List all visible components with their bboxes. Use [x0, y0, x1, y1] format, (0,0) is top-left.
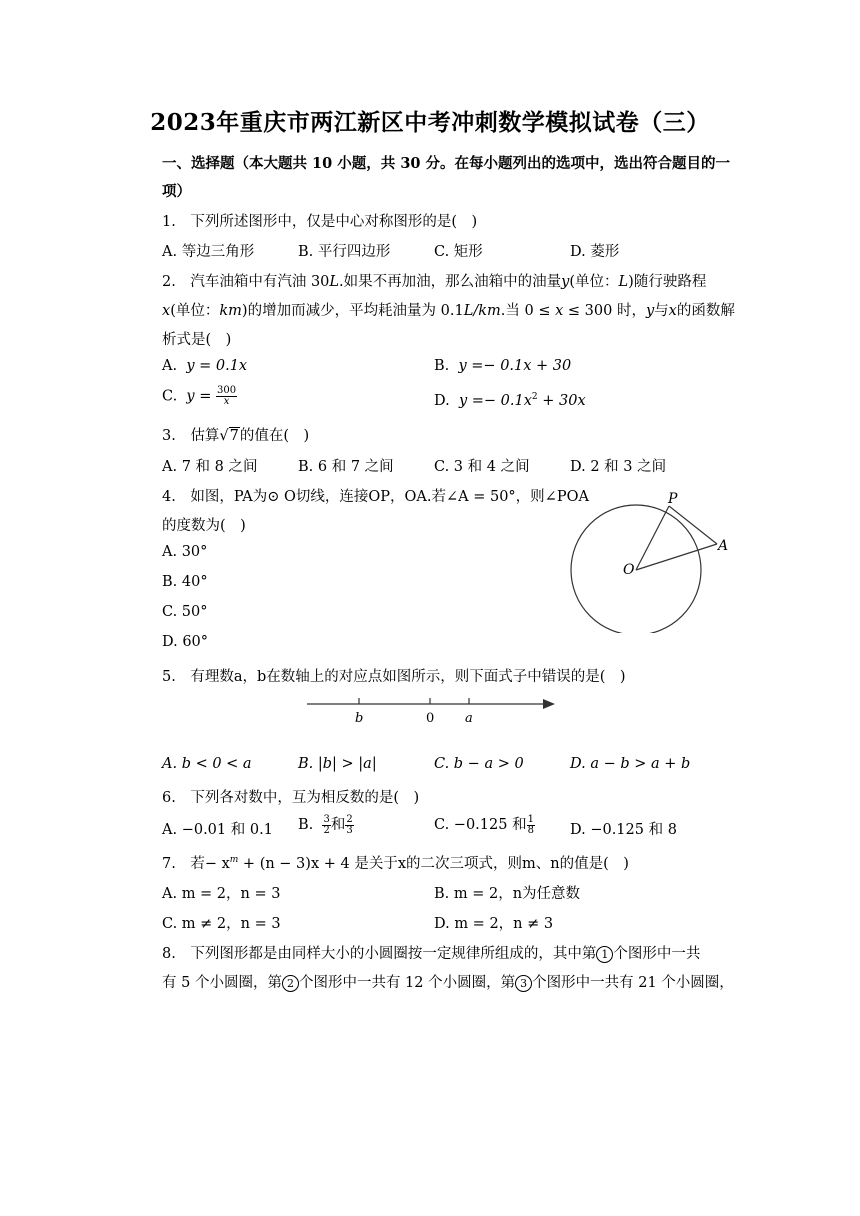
fraction: $\frac{300}{x}$ [216, 385, 237, 407]
q2-option-b: B. y =− 0.1x + 30 [434, 358, 572, 374]
page-title: 2023年重庆市两江新区中考冲刺数学模拟试卷（三） [150, 109, 710, 136]
q2-line3: 析式是( ) [162, 332, 232, 348]
q2-option-d: D. $y =- 0.1x^2 + 30x$ [434, 392, 586, 409]
q1-option-a: A. 等边三角形 [162, 244, 255, 260]
fraction: $\frac{2}{3}$ [346, 813, 353, 836]
label-a: a [465, 711, 473, 726]
q2-option-a: A. y = 0.1x [162, 358, 248, 374]
q1-option-b: B. 平行四边形 [298, 244, 391, 260]
label-o: O [623, 562, 635, 578]
q1-stem: 1. 下列所述图形中，仅是中心对称图形的是( ) [162, 214, 478, 230]
q4-option-b: B. 40° [162, 574, 208, 590]
q6-option-b: B. $\frac{3}{2}$ 和 $\frac{2}{3}$ [298, 813, 353, 836]
q6-option-c: C. −0.125 和 $\frac{1}{8}$ [434, 813, 534, 836]
q2-line1: 2. 汽车油箱中有汽油 30L.如果不再加油，那么油箱中的油量y(单位：L)随行驶路程 [162, 274, 707, 290]
q7-option-b: B. m = 2，n为任意数 [434, 886, 581, 902]
q4-option-d: D. 60° [162, 634, 209, 650]
q3-option-b: B. 6 和 7 之间 [298, 459, 394, 475]
segment-oa [636, 544, 717, 570]
q5-stem: 5. 有理数a，b在数轴上的对应点如图所示，则下面式子中错误的是( ) [162, 669, 626, 685]
q5-option-c: C. b − a > 0 [434, 756, 524, 772]
q1-option-c: C. 矩形 [434, 244, 483, 260]
q4-line1: 4. 如图，PA为⊙ O切线，连接OP，OA.若∠A = 50°，则∠POA [162, 489, 589, 505]
q3-stem: 3. 估算√7的值在( ) [162, 428, 310, 444]
q5-number-line [305, 694, 560, 728]
circled-number: 3 [515, 975, 532, 992]
label-b: b [355, 711, 364, 726]
q5-option-a: A. b < 0 < a [162, 756, 252, 772]
label-p: P [668, 491, 678, 507]
q6-option-a: A. −0.01 和 0.1 [162, 822, 273, 838]
q6-option-d: D. −0.125 和 8 [570, 822, 677, 838]
fraction: $\frac{3}{2}$ [323, 813, 330, 836]
axis-arrow-icon [543, 699, 555, 709]
fraction: $\frac{1}{8}$ [527, 813, 534, 836]
q4-circle-figure [565, 488, 745, 633]
q3-option-d: D. 2 和 3 之间 [570, 459, 667, 475]
section-header-line1: 一、选择题（本大题共 10 小题，共 30 分。在每小题列出的选项中，选出符合题目的一 [162, 155, 731, 172]
circled-number: 1 [596, 946, 613, 963]
q8-line1: 8. 下列图形都是由同样大小的小圆圈按一定规律所组成的，其中第 1 个图形中一共 [162, 946, 701, 962]
q6-stem: 6. 下列各对数中，互为相反数的是( ) [162, 790, 420, 806]
q2-line2: x(单位：km)的增加而减少，平均耗油量为 0.1L/km.当 0 ≤ x ≤ 300 时，y与x的函数解 [162, 303, 735, 319]
q4-option-c: C. 50° [162, 604, 208, 620]
q8-line2: 有 5 个小圆圈，第 2 个图形中一共有 12 个小圆圈，第 3 个图形中一共有 21 个小圆圈， [162, 975, 734, 991]
q5-option-d: D. a − b > a + b [570, 756, 691, 772]
label-a: A [718, 538, 729, 554]
q1-option-d: D. 菱形 [570, 244, 620, 260]
q7-option-c: C. m ≠ 2，n = 3 [162, 916, 281, 932]
circled-number: 2 [282, 975, 299, 992]
section-header-line2: 项） [162, 183, 191, 200]
q4-line2: 的度数为( ) [162, 518, 246, 534]
q5-option-b: B. |b| > |a| [298, 756, 377, 772]
q4-option-a: A. 30° [162, 544, 208, 560]
sqrt-symbol: √7 [219, 428, 239, 444]
q3-option-a: A. 7 和 8 之间 [162, 459, 258, 475]
q7-option-a: A. m = 2，n = 3 [162, 886, 281, 902]
q7-option-d: D. m = 2，n ≠ 3 [434, 916, 554, 932]
q3-option-c: C. 3 和 4 之间 [434, 459, 530, 475]
q7-stem: 7. 若− $x^m + (n - 3)x + 4$ 是关于x的二次三项式，则m、n的值是( ) [162, 855, 629, 872]
q2-option-c: C. y = $\frac{300}{x}$ [162, 385, 237, 407]
label-zero: 0 [426, 711, 435, 726]
